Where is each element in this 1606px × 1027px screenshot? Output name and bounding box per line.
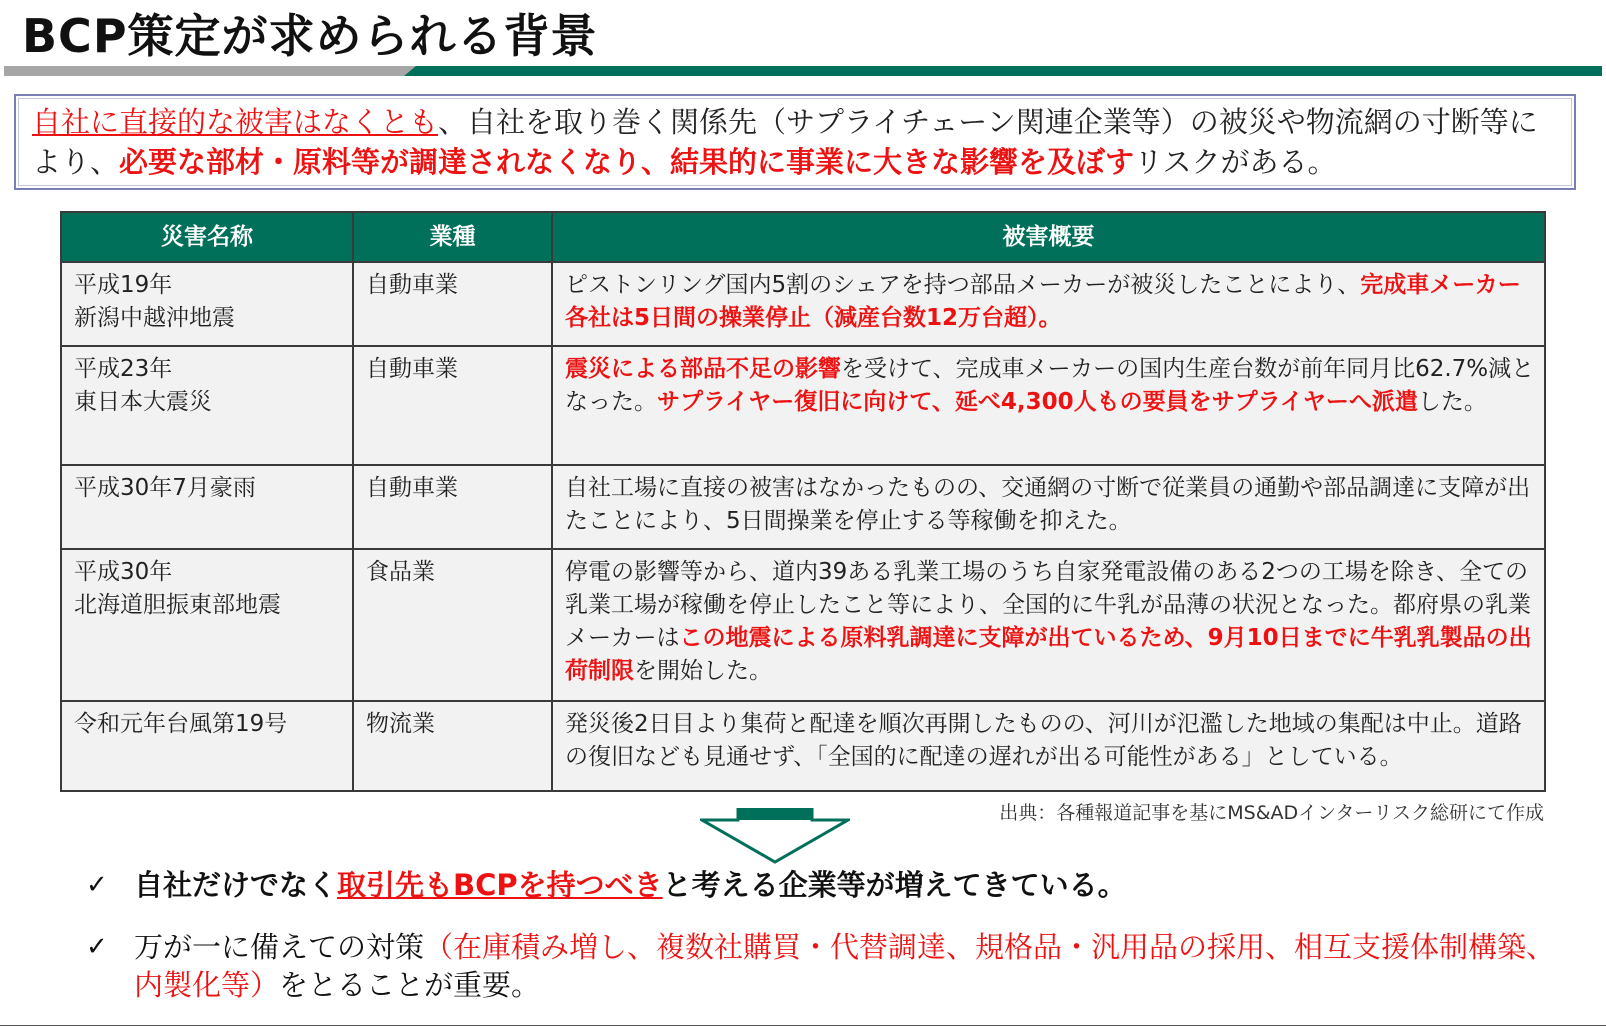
disaster-name: 平成19年 <box>74 272 173 298</box>
summary-highlight-2: サプライヤー復旧に向けて、延べ4,300人もの要員をサプライヤーへ派遣 <box>657 389 1418 415</box>
disaster-name-cell <box>61 701 353 791</box>
down-arrow-icon <box>700 808 850 864</box>
table-header-row <box>61 212 1545 262</box>
summary-highlight: 完成車メーカー各社は5日間の操業停止（減産台数12万台超）。 <box>565 272 1521 331</box>
summary-text: 発災後2日目より集荷と配達を順次再開したものの、河川が氾濫した地域の集配は中止。道路の復旧なども見通せず、「全国的に配達の遅れが出る可能性がある」としている。 <box>565 711 1522 770</box>
industry-cell: 自動車業 <box>353 465 552 549</box>
header-industry: 業種 <box>353 212 552 262</box>
header-summary: 被害概要 <box>552 212 1545 262</box>
intro-box <box>14 94 1576 190</box>
disaster-name: 平成23年 <box>74 356 173 382</box>
industry-cell: 自動車業 <box>353 262 552 346</box>
summary-cell <box>552 346 1545 465</box>
summary-cell <box>552 701 1545 791</box>
table-row <box>61 701 1545 791</box>
conclusion-after: と考える企業等が増えてきている。 <box>662 868 1127 902</box>
table-row <box>61 465 1545 549</box>
disaster-name-cell <box>61 465 353 549</box>
title-bar-green-segment <box>404 66 1602 76</box>
industry-cell: 自動車業 <box>353 346 552 465</box>
bottom-divider <box>0 1025 1606 1026</box>
summary-text: 自社工場に直接の被害はなかったものの、交通網の寸断で従業員の通勤や部品調達に支障が出たことにより、5日間操業を停止する等稼働を抑えた。 <box>565 475 1531 534</box>
header-disaster: 災害名称 <box>61 212 353 262</box>
intro-middle: 、自社を取り巻く関係先（サプライチェーン関連企業等）の被災や物流網の寸断等により、 <box>32 105 1538 179</box>
summary-text: を受けて、完成車メーカーの国内生産台数が前年同月比62.7%減となった。 <box>565 356 1535 415</box>
title-bar-grey-segment <box>4 66 424 76</box>
disaster-name: 令和元年台風第19号 <box>74 711 288 737</box>
table-row <box>61 262 1545 346</box>
disaster-name-line2: 東日本大震災 <box>74 389 212 415</box>
checkmark-icon: ✓ <box>86 932 108 962</box>
disaster-name-cell <box>61 346 353 465</box>
table-row <box>61 346 1545 465</box>
summary-text: ピストンリング国内5割のシェアを持つ部品メーカーが被災したことにより、 <box>565 272 1361 298</box>
intro-emphasis: 必要な部材・原料等が調達されなくなり、結果的に事業に大きな影響を及ぼす <box>119 145 1135 179</box>
source-note: 出典：各種報道記事を基にMS&ADインターリスク総研にて作成 <box>999 802 1544 824</box>
summary-cell <box>552 549 1545 701</box>
conclusion-item <box>86 866 1386 904</box>
summary-text-2: を開始した。 <box>634 658 772 684</box>
title-underline-bar <box>4 66 1602 76</box>
intro-trailing: リスクがある。 <box>1134 145 1337 179</box>
intro-lead: 自社に直接的な被害はなくとも <box>32 105 439 139</box>
checkmark-icon: ✓ <box>86 870 108 900</box>
conclusion-text <box>134 866 1386 904</box>
disaster-name: 平成30年7月豪雨 <box>74 475 256 501</box>
disaster-name-line2: 北海道胆振東部地震 <box>74 592 281 618</box>
disaster-name: 平成30年 <box>74 559 173 585</box>
summary-highlight: この地震による原料乳調達に支障が出ているため、9月10日までに牛乳乳製品の出荷制限 <box>565 625 1532 684</box>
disaster-name-cell <box>61 262 353 346</box>
disaster-table <box>60 211 1546 792</box>
industry-cell: 物流業 <box>353 701 552 791</box>
summary-highlight: 震災による部品不足の影響 <box>565 356 841 382</box>
summary-text: 停電の影響等から、道内39ある乳業工場のうち自家発電設備のある2つの工場を除き、全ての乳業工場が稼働を停止したこと等により、全国的に牛乳が品薄の状況となった。都府県の乳業メーカーは <box>565 559 1531 651</box>
table-row <box>61 549 1545 701</box>
conclusion-after: をとることが重要。 <box>279 968 541 1002</box>
conclusion-highlight: 取引先もBCPを持つべき <box>337 868 663 902</box>
conclusion-before: 万が一に備えての対策 <box>134 930 425 964</box>
conclusion-text <box>134 928 1556 1004</box>
conclusion-before: 自社だけでなく <box>134 868 338 902</box>
disaster-name-line2: 新潟中越沖地震 <box>74 305 235 331</box>
conclusion-item <box>86 928 1556 1004</box>
conclusion-highlight: （在庫積み増し、複数社購買・代替調達、規格品・汎用品の採用、相互支援体制構築、内製化等） <box>134 930 1556 1002</box>
disaster-name-cell <box>61 549 353 701</box>
slide-title: BCP策定が求められる背景 <box>22 9 598 63</box>
summary-cell <box>552 465 1545 549</box>
summary-cell <box>552 262 1545 346</box>
summary-text-2: した。 <box>1417 389 1487 415</box>
industry-cell: 食品業 <box>353 549 552 701</box>
